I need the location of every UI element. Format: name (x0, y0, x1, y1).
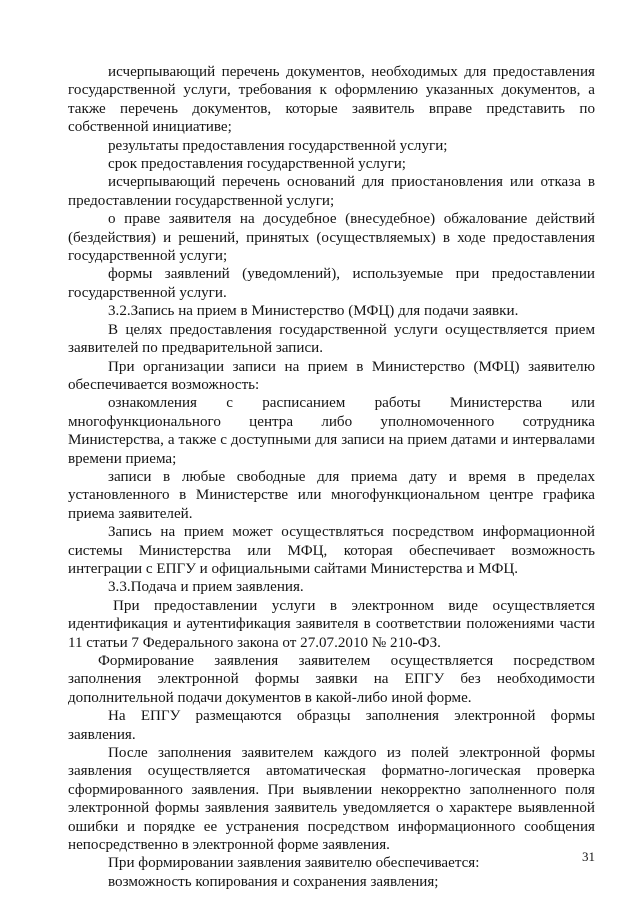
paragraph-information-system: Запись на прием может осуществляться посредством информационной системы Министерства или МФЦ, которая обеспечивает возможность интеграции с ЕПГУ и официальными сайтами Министерства и МФЦ. (68, 524, 595, 577)
paragraph-application-forms: формы заявлений (уведомлений), используемые при предоставлении государственной услуги. (68, 266, 595, 301)
paragraph-form-samples: На ЕПГУ размещаются образцы заполнения электронной формы заявления. (68, 708, 595, 743)
paragraph-results: результаты предоставления государственной услуги; (108, 137, 448, 154)
paragraph-free-slots: записи в любые свободные для приема дату и время в пределах установленного в Министерстве или многофункциональном центре графика приема заявителей. (68, 468, 595, 522)
section-heading-3-2: 3.2.Запись на прием в Министерство (МФЦ) для подачи заявки. (108, 303, 519, 320)
page-number: 31 (582, 849, 595, 864)
paragraph-schedule-review: ознакомления с расписанием работы Министерства или многофункционального центра либо уполномоченного сотрудника Министерства, а также с доступными для записи на прием датами и интервалами времени приема; (68, 395, 595, 467)
document-body (68, 63, 595, 891)
paragraph-appointment-purpose: В целях предоставления государственной услуги осуществляется прием заявителей по предварительной записи. (68, 321, 595, 357)
paragraph-form-filling: Формирование заявления заявителем осуществляется посредством заполнения электронной формы заявки на ЕПГУ без необходимости дополнительной подачи документов в какой-либо иной форме. (68, 653, 595, 706)
paragraph-format-check: После заполнения заявителем каждого из полей электронной формы заявления осуществляется автоматическая форматно-логическая проверка сформированного заявления. При выявлении некорректно заполненного поля электронной формы заявления заявитель уведомляется о характере выявленной ошибки и порядке ее устранения посредством информационного сообщения непосредственно в электронной форме заявления. (68, 745, 595, 854)
paragraph-identification: При предоставлении услуги в электронном виде осуществляется идентификация и аутентификация заявителя в соответствии положениями части 11 статьи 7 Федерального закона от 27.07.2010 № 210-ФЗ. (68, 597, 595, 651)
section-heading-3-3: 3.3.Подача и прием заявления. (108, 579, 304, 596)
paragraph-term: срок предоставления государственной услуги; (108, 156, 406, 173)
paragraph-appeal-rights: о праве заявителя на досудебное (внесудебное) обжалование действий (бездействия) и решений, принятых (осуществляемых) в ходе предоставления государственной услуги; (68, 211, 595, 265)
paragraph-documents-list: исчерпывающий перечень документов, необходимых для предоставления государственной услуги, требования к оформлению указанных документов, а также перечень документов, которые заявитель вправе представить по собственной инициативе; (68, 64, 595, 136)
paragraph-copy-save: возможность копирования и сохранения заявления; (108, 873, 439, 890)
paragraph-appointment-organization: При организации записи на прием в Министерство (МФЦ) заявителю обеспечивается возможность: (68, 358, 595, 393)
paragraph-form-provisions: При формировании заявления заявителю обеспечивается: (108, 855, 480, 872)
paragraph-refusal-grounds: исчерпывающий перечень оснований для приостановления или отказа в предоставлении государственной услуги; (68, 174, 595, 209)
